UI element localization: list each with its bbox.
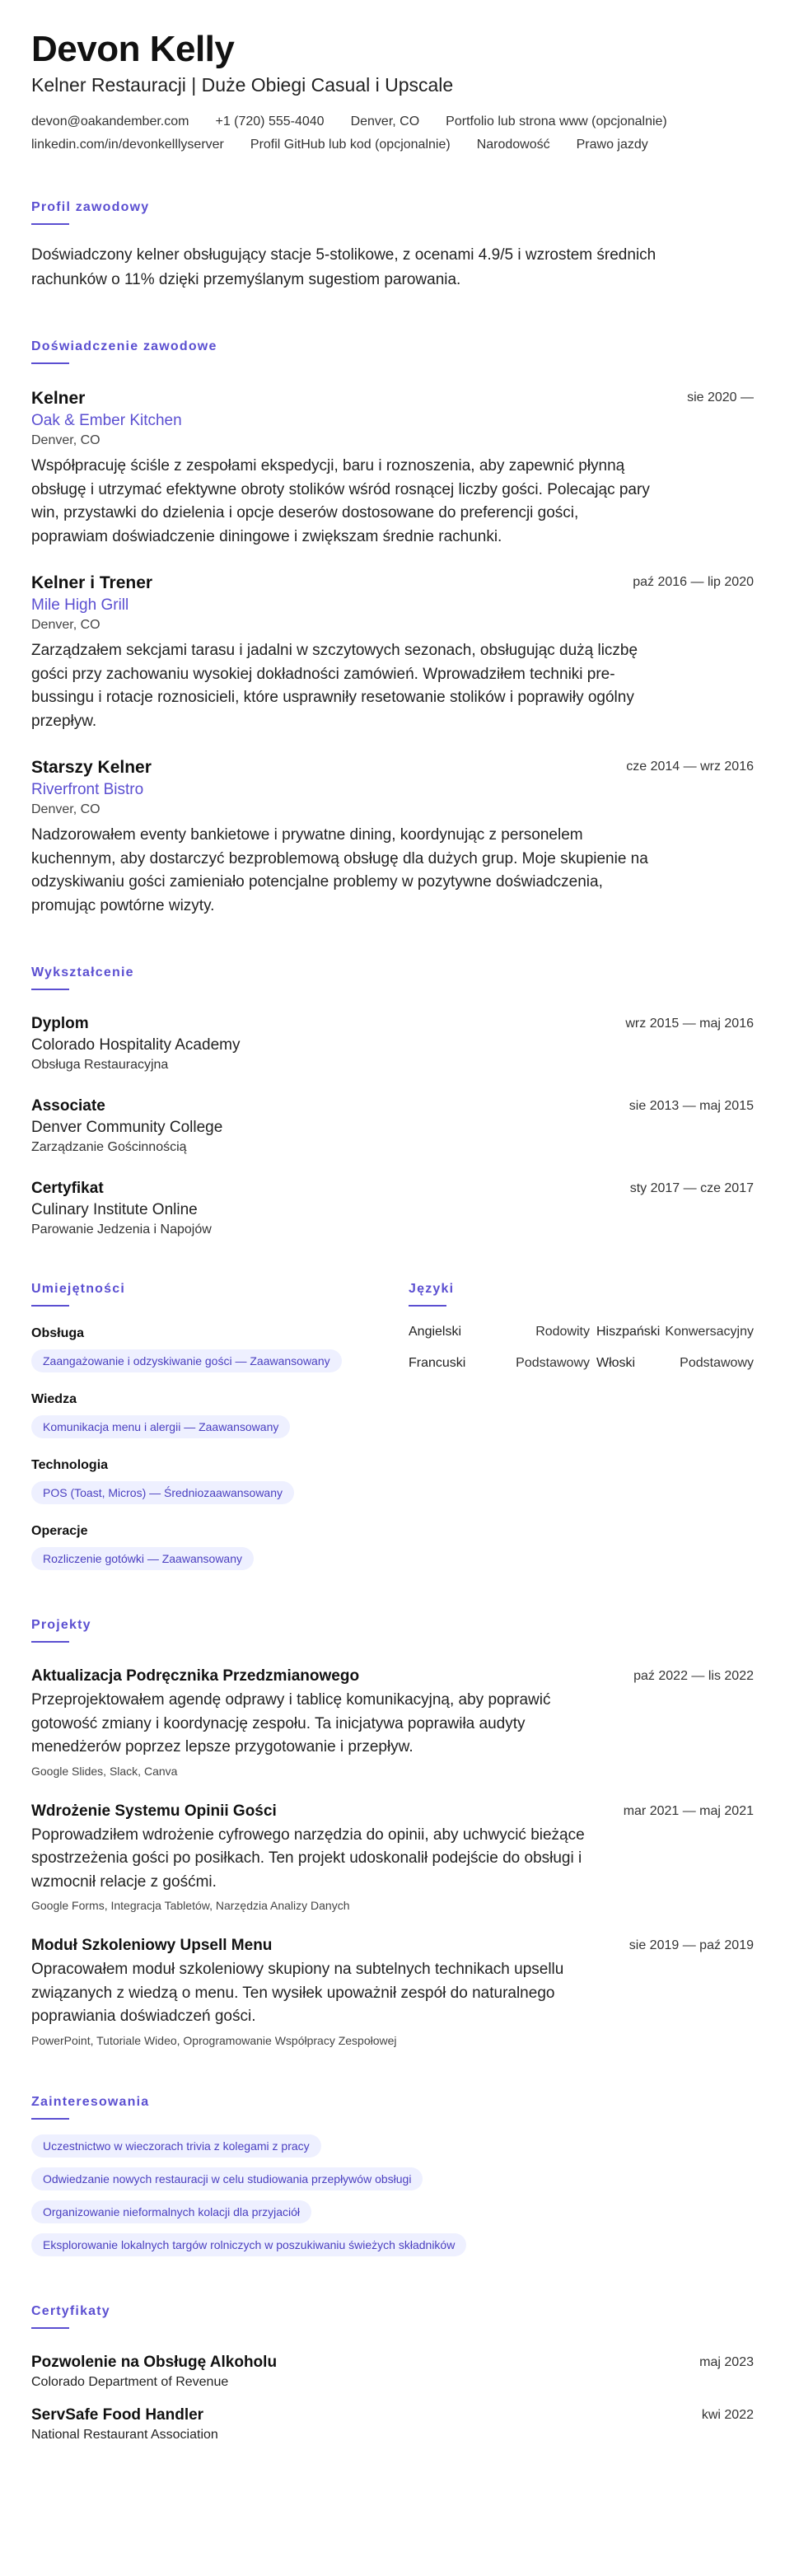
certification-issuer: National Restaurant Association bbox=[31, 2427, 218, 2442]
skill-group bbox=[31, 1392, 409, 1438]
language-level: Konwersacyjny bbox=[665, 1325, 754, 1339]
certification-entry bbox=[31, 2354, 754, 2390]
interest-list bbox=[31, 2134, 754, 2256]
section-title-projects: Projekty bbox=[31, 1618, 91, 1633]
interest-chip: Eksplorowanie lokalnych targów rolniczych w poszukiwaniu świeżych składników bbox=[31, 2233, 466, 2256]
job-description: Zarządzałem sekcjami tarasu i jadalni w szczytowych sezonach, obsługując dużą liczbę gości przy zachowaniu wysokiej dokładności zamówień. Wprowadziłem techniki pre-bussingu i rotacje roznosicieli, które usprawniły resetowanie stolików i poprawiły ogólny przepływ. bbox=[31, 642, 638, 730]
skill-group bbox=[31, 1326, 409, 1372]
job-title: Kelner bbox=[31, 389, 86, 409]
skills-section bbox=[31, 1282, 409, 1570]
section-divider bbox=[409, 1305, 446, 1307]
skill-chip: POS (Toast, Micros) — Średniozaawansowany bbox=[31, 1481, 294, 1504]
experience-entry bbox=[31, 573, 754, 733]
job-location: Denver, CO bbox=[31, 802, 100, 817]
section-title-experience: Doświadczenie zawodowe bbox=[31, 339, 217, 354]
contact-location: Denver, CO bbox=[350, 115, 420, 129]
section-divider bbox=[31, 223, 69, 225]
degree-title: Associate bbox=[31, 1097, 105, 1115]
company-name: Oak & Ember Kitchen bbox=[31, 412, 182, 430]
institution-name: Colorado Hospitality Academy bbox=[31, 1036, 241, 1054]
language-level: Rodowity bbox=[535, 1325, 590, 1339]
skill-category: Wiedza bbox=[31, 1392, 77, 1407]
project-entry bbox=[31, 1667, 754, 1778]
skill-chip: Rozliczenie gotówki — Zaawansowany bbox=[31, 1547, 254, 1570]
language-name: Angielski bbox=[409, 1325, 462, 1339]
contact-nationality: Narodowość bbox=[476, 138, 550, 152]
language-name: Włoski bbox=[596, 1356, 636, 1371]
project-description: Poprowadziłem wdrożenie cyfrowego narzędzia do opinii, aby uchwycić bieżące spostrzeżenia gości po posiłkach. Ten projekt udoskonalił podejście do obsługi i wzmocnił relacje z gośćmi. bbox=[31, 1826, 585, 1891]
experience-section bbox=[31, 339, 754, 918]
section-divider bbox=[31, 2118, 69, 2120]
job-title: Kelner i Trener bbox=[31, 573, 153, 593]
company-name: Mile High Grill bbox=[31, 596, 129, 615]
field-of-study: Obsługa Restauracyjna bbox=[31, 1058, 169, 1073]
job-dates: paź 2016 — lip 2020 bbox=[633, 575, 754, 590]
project-dates: paź 2022 — lis 2022 bbox=[633, 1669, 754, 1684]
certification-date: maj 2023 bbox=[699, 2354, 754, 2369]
job-location: Denver, CO bbox=[31, 433, 100, 448]
institution-name: Culinary Institute Online bbox=[31, 1201, 198, 1219]
certification-entry bbox=[31, 2406, 754, 2443]
section-title-profile: Profil zawodowy bbox=[31, 200, 150, 215]
skill-category: Obsługa bbox=[31, 1326, 85, 1341]
section-title-certifications: Certyfikaty bbox=[31, 2303, 110, 2318]
interests-section bbox=[31, 2095, 754, 2256]
education-dates: sty 2017 — cze 2017 bbox=[629, 1181, 754, 1196]
experience-entry bbox=[31, 758, 754, 918]
candidate-name: Devon Kelly bbox=[31, 29, 235, 69]
job-title: Starszy Kelner bbox=[31, 758, 152, 778]
interest-chip: Uczestnictwo w wieczorach trivia z kolegami z pracy bbox=[31, 2134, 321, 2158]
language-list bbox=[409, 1325, 754, 1371]
contact-portfolio[interactable]: Portfolio lub strona www (opcjonalnie) bbox=[446, 115, 667, 129]
section-divider bbox=[31, 989, 69, 990]
project-name: Wdrożenie Systemu Opinii Gości bbox=[31, 1802, 277, 1820]
experience-entry bbox=[31, 389, 754, 549]
education-entry bbox=[31, 1180, 754, 1237]
education-dates: wrz 2015 — maj 2016 bbox=[625, 1017, 754, 1031]
project-entry bbox=[31, 1937, 754, 2047]
projects-section bbox=[31, 1618, 754, 2047]
section-divider bbox=[31, 1305, 69, 1307]
certification-date: kwi 2022 bbox=[701, 2407, 754, 2422]
skill-category: Operacje bbox=[31, 1524, 88, 1539]
contact-email[interactable]: devon@oakandember.com bbox=[31, 115, 189, 129]
interest-chip: Odwiedzanie nowych restauracji w celu studiowania przepływów obsługi bbox=[31, 2167, 423, 2190]
language-level: Podstawowy bbox=[680, 1356, 754, 1371]
skill-group bbox=[31, 1458, 409, 1504]
contact-phone[interactable]: +1 (720) 555-4040 bbox=[215, 115, 325, 129]
project-description: Opracowałem moduł szkoleniowy skupiony na subtelnych technikach upsellu związanych z wiedzą o menu. Ten wysiłek upoważnił zespół do naturalnego poprawiania doświadczeń gości. bbox=[31, 1961, 564, 2026]
degree-title: Dyplom bbox=[31, 1015, 89, 1033]
job-description: Współpracuję ściśle z zespołami ekspedycji, baru i roznoszenia, aby zapewnić płynną obsługę i utrzymać efektywne obroty stolików wśród rosnącej liczby gości. Polecając pary win, przystawki do dzielenia i opcje deserów dostosowane do preferencji gości, poprawiam doświadczenie diningowe i zwiększam średnie rachunki. bbox=[31, 457, 650, 545]
project-tools: Google Forms, Integracja Tabletów, Narzędzia Analizy Danych bbox=[31, 1899, 350, 1913]
contact-linkedin[interactable]: linkedin.com/in/devonkelllyserver bbox=[31, 138, 224, 152]
section-title-skills: Umiejętności bbox=[31, 1282, 125, 1297]
company-name: Riverfront Bistro bbox=[31, 781, 144, 799]
skill-chip: Komunikacja menu i alergii — Zaawansowany bbox=[31, 1415, 290, 1438]
language-name: Hiszpański bbox=[596, 1325, 661, 1339]
languages-section bbox=[409, 1282, 754, 1570]
project-name: Aktualizacja Podręcznika Przedzmianowego bbox=[31, 1667, 360, 1685]
degree-title: Certyfikat bbox=[31, 1180, 104, 1198]
resume-header bbox=[31, 30, 754, 152]
section-title-interests: Zainteresowania bbox=[31, 2094, 150, 2109]
candidate-headline: Kelner Restauracji | Duże Obiegi Casual i Upscale bbox=[31, 74, 454, 96]
field-of-study: Parowanie Jedzenia i Napojów bbox=[31, 1223, 212, 1237]
contact-list bbox=[31, 115, 740, 152]
language-level: Podstawowy bbox=[516, 1356, 590, 1371]
project-entry bbox=[31, 1802, 754, 1913]
education-dates: sie 2013 — maj 2015 bbox=[628, 1099, 754, 1114]
interest-chip: Organizowanie nieformalnych kolacji dla przyjaciół bbox=[31, 2200, 311, 2223]
certifications-section bbox=[31, 2304, 754, 2443]
education-entry bbox=[31, 1097, 754, 1155]
education-section bbox=[31, 965, 754, 1237]
profile-section bbox=[31, 200, 754, 292]
job-location: Denver, CO bbox=[31, 618, 100, 633]
contact-github[interactable]: Profil GitHub lub kod (opcjonalnie) bbox=[250, 138, 451, 152]
project-tools: Google Slides, Slack, Canva bbox=[31, 1764, 178, 1778]
certification-name: Pozwolenie na Obsługę Alkoholu bbox=[31, 2353, 278, 2371]
project-description: Przeprojektowałem agendę odprawy i tablicę komunikacyjną, aby poprawić gotowość zmiany i koordynację zespołu. Ta inicjatywa poprawiła audyty menedżerów poprzez lepsze przygotowanie i przepływ. bbox=[31, 1691, 551, 1756]
project-dates: mar 2021 — maj 2021 bbox=[623, 1803, 754, 1818]
field-of-study: Zarządzanie Gościnnością bbox=[31, 1140, 187, 1155]
certification-name: ServSafe Food Handler bbox=[31, 2405, 204, 2424]
project-name: Moduł Szkoleniowy Upsell Menu bbox=[31, 1937, 273, 1955]
section-divider bbox=[31, 2327, 69, 2329]
section-title-languages: Języki bbox=[409, 1282, 455, 1297]
project-dates: sie 2019 — paź 2019 bbox=[628, 1938, 754, 1953]
skills-languages-row bbox=[31, 1282, 754, 1570]
language-name: Francuski bbox=[409, 1356, 466, 1371]
project-tools: PowerPoint, Tutoriale Wideo, Oprogramowanie Współpracy Zespołowej bbox=[31, 2033, 397, 2047]
contact-driving-license: Prawo jazdy bbox=[576, 138, 648, 152]
job-description: Nadzorowałem eventy bankietowe i prywatne dining, koordynując z personelem kuchennym, aby dostarczyć bezproblemową obsługę dla dużych grup. Moje skupienie na odzyskiwaniu gości zamieniało potencjalne problemy w pozytywne doświadczenia, promując powtórne wizyty. bbox=[31, 826, 648, 914]
section-divider bbox=[31, 1641, 69, 1643]
skill-chip: Zaangażowanie i odzyskiwanie gości — Zaawansowany bbox=[31, 1349, 342, 1372]
skill-group bbox=[31, 1524, 409, 1570]
job-dates: cze 2014 — wrz 2016 bbox=[626, 760, 754, 774]
job-dates: sie 2020 — bbox=[687, 390, 754, 405]
skill-category: Technologia bbox=[31, 1458, 109, 1473]
certification-issuer: Colorado Department of Revenue bbox=[31, 2374, 229, 2389]
education-entry bbox=[31, 1015, 754, 1073]
institution-name: Denver Community College bbox=[31, 1119, 223, 1137]
profile-summary: Doświadczony kelner obsługujący stacje 5-stolikowe, z ocenami 4.9/5 i wzrostem średnich rachunków o 11% dzięki przemyślanym sugestiom parowania. bbox=[31, 246, 657, 288]
section-title-education: Wykształcenie bbox=[31, 965, 134, 980]
section-divider bbox=[31, 362, 69, 364]
